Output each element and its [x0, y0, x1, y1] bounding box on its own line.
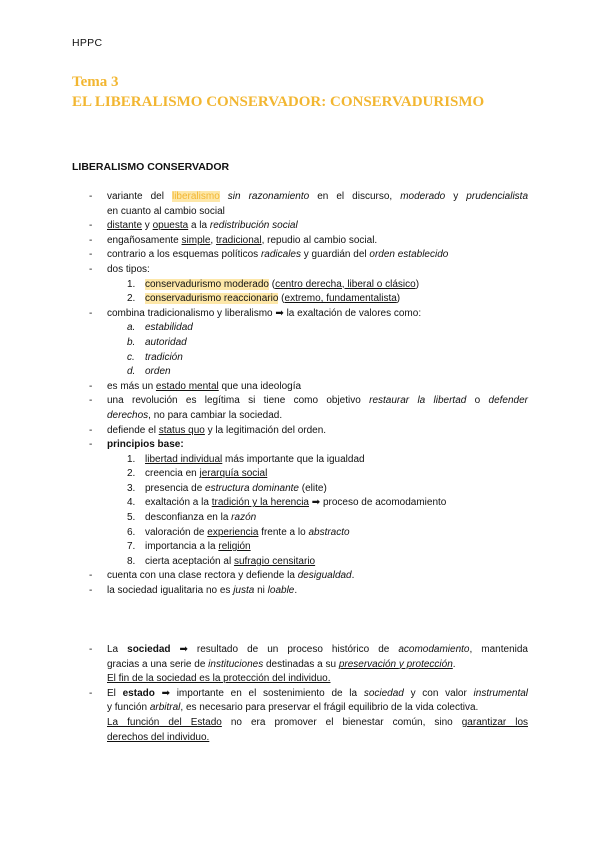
text-span: -: [89, 585, 93, 597]
text-span: , mantenida: [469, 644, 528, 655]
text-span: El fin de la sociedad es la protección del individuo.: [107, 673, 331, 685]
sublist-item: [0, 292, 600, 307]
text-span: importancia a la: [145, 541, 219, 553]
text-span: cierta aceptación al: [145, 555, 234, 567]
text-span: conservadurismo moderado: [145, 278, 269, 290]
secondary-bullet-list: [0, 643, 600, 745]
sublist-item: [0, 365, 600, 380]
text-span: no era promover el bienestar común, sino: [221, 716, 462, 728]
text-span: La función del Estado: [107, 716, 222, 728]
text-span: estructura dominante: [205, 482, 299, 494]
list-item: [0, 234, 600, 249]
list-item: [0, 219, 600, 234]
text-span: proceso de acomodamiento: [320, 497, 447, 509]
header-tag: HPPC: [72, 37, 103, 49]
text-span: instituciones: [208, 658, 264, 670]
text-span: (: [268, 278, 276, 290]
text-span: 3.: [127, 482, 136, 494]
text-span: simple: [181, 234, 211, 246]
text-span: y la legitimación del orden.: [204, 424, 327, 436]
text-span: sociedad: [363, 687, 404, 699]
text-span: El: [107, 687, 123, 699]
text-span: orden establecido: [369, 249, 449, 261]
text-span: ,: [210, 234, 216, 246]
text-span: loable: [267, 585, 295, 597]
text-span: b.: [127, 336, 136, 348]
text-span: .: [294, 585, 298, 597]
text-span: distante: [107, 220, 143, 232]
text-span: .: [452, 658, 456, 670]
text-span: en el discurso,: [309, 191, 401, 202]
list-item: [0, 190, 600, 219]
text-span: 5.: [127, 512, 136, 524]
text-span: tradición y la herencia: [211, 497, 309, 509]
text-span: instrumental: [473, 687, 529, 699]
text-span: 2.: [127, 468, 136, 480]
text-span: o: [466, 395, 489, 407]
text-span: estabilidad: [145, 322, 193, 334]
text-span: -: [89, 263, 93, 275]
text-span: razón: [231, 512, 257, 524]
text-span: 2.: [127, 293, 136, 305]
text-span: prudencialista: [466, 191, 529, 202]
text-span: una revolución es legítima si tiene como objetivo: [107, 395, 370, 407]
text-span: autoridad: [145, 336, 187, 348]
text-span: en cuanto al cambio social: [107, 205, 225, 217]
sublist-item: [0, 540, 600, 555]
text-span: status quo: [158, 424, 205, 436]
text-span: [220, 191, 228, 202]
bullet-dash: -: [89, 191, 93, 202]
text-span: acomodamiento: [398, 644, 470, 655]
text-span: jerarquía social: [199, 468, 268, 480]
sublist-item: [0, 336, 600, 351]
text-span: derechos del individuo.: [107, 731, 210, 743]
text-span: derechos: [107, 409, 149, 421]
text-span: centro derecha, liberal o clásico: [275, 278, 416, 290]
text-span: presencia de: [145, 482, 206, 494]
text-span: redistribución social: [209, 220, 298, 232]
text-span: 4.: [127, 497, 136, 509]
text-span: frente a lo: [258, 526, 309, 538]
sublist-item: [0, 482, 600, 497]
text-span: sin razonamiento: [227, 191, 310, 202]
list-item: [0, 307, 600, 322]
text-span: defender: [488, 395, 529, 407]
text-span: d.: [127, 366, 136, 378]
list-item: [0, 248, 600, 263]
text-span: estado mental: [155, 380, 219, 392]
text-span: 1.: [127, 453, 136, 465]
text-span: exaltación a la: [145, 497, 212, 509]
text-span: a la: [188, 220, 210, 232]
text-span: La: [107, 644, 128, 655]
list-item: [0, 584, 600, 599]
text-span: libertad individual: [145, 453, 223, 465]
text-span: .: [351, 570, 355, 582]
list-item: [0, 394, 600, 423]
text-span: gracias a una serie de: [107, 658, 209, 670]
text-span: -: [89, 644, 93, 655]
sublist-item: [0, 453, 600, 468]
text-span: -: [89, 380, 93, 392]
text-span: desconfianza en la: [145, 512, 232, 524]
text-span: ni: [254, 585, 268, 597]
text-span: experiencia: [207, 526, 259, 538]
text-span: cuenta con una clase rectora y defiende la: [107, 570, 298, 582]
text-span: (: [278, 293, 285, 305]
text-span: sociedad: [127, 644, 171, 655]
text-span: -: [89, 570, 93, 582]
list-item: [0, 380, 600, 395]
text-span: y guardián del: [301, 249, 370, 261]
list-item: [0, 569, 600, 584]
text-span: sufragio censitario: [233, 555, 316, 567]
list-item: [0, 687, 600, 745]
text-span: principios base:: [107, 439, 184, 451]
text-span: la exaltación de valores como:: [283, 307, 422, 319]
text-span: a.: [127, 322, 136, 334]
sublist-item: [0, 278, 600, 293]
text-span: 1.: [127, 278, 136, 290]
text-span: resultado de un proceso histórico de: [187, 644, 399, 655]
text-span: , es necesario para preservar el frágil equilibrio de la vida colectiva.: [180, 702, 479, 714]
arrow-icon: ➡: [161, 687, 170, 699]
text-span: desigualdad: [297, 570, 352, 582]
list-item: [0, 643, 600, 687]
text-span: y: [445, 191, 467, 202]
sublist-item: [0, 467, 600, 482]
text-span: , repudio al cambio social.: [261, 234, 378, 246]
text-span: -: [89, 424, 93, 436]
sublist-item: [0, 351, 600, 366]
text-span: arbitral: [149, 702, 181, 714]
main-bullet-list: [0, 190, 600, 599]
text-span: dos tipos:: [107, 263, 150, 275]
text-span: , no para cambiar la sociedad.: [148, 409, 283, 421]
page-title: EL LIBERALISMO CONSERVADOR: CONSERVADURISMO: [72, 94, 485, 110]
text-span: conservadurismo reaccionario: [145, 293, 279, 305]
text-span: -: [89, 439, 93, 451]
text-span: 6.: [127, 526, 136, 538]
sublist-item: [0, 526, 600, 541]
text-span: -: [89, 307, 93, 319]
text-span: -: [89, 249, 93, 261]
sublist-item: [0, 321, 600, 336]
text-span: que una ideología: [218, 380, 302, 392]
text-span: abstracto: [308, 526, 350, 538]
sublist-item: [0, 496, 600, 511]
text-span: -: [89, 220, 93, 232]
text-span: -: [89, 395, 93, 407]
text-span: ): [396, 293, 401, 305]
text-span: ): [415, 278, 420, 290]
text-span: moderado: [400, 191, 446, 202]
sublist-item: [0, 555, 600, 570]
text-span: justa: [233, 585, 255, 597]
text-span: religión: [218, 541, 251, 553]
text-span: y con valor: [403, 687, 474, 699]
text-span: engañosamente: [107, 234, 182, 246]
arrow-icon: ➡: [275, 307, 284, 319]
text-span: combina tradicionalismo y liberalismo: [107, 307, 276, 319]
text-span: ➡: [311, 497, 321, 509]
text-span: creencia en: [145, 468, 200, 480]
text-span: defiende el: [107, 424, 159, 436]
text-span: importante en el sostenimiento de la: [169, 687, 364, 699]
text-span: radicales: [260, 249, 301, 261]
text-span: la sociedad igualitaria no es: [107, 585, 234, 597]
text-span: más importante que la igualdad: [222, 453, 365, 465]
text-span: c.: [127, 351, 135, 363]
sublist-item: [0, 511, 600, 526]
text-span: destinadas a su: [263, 658, 339, 670]
list-item: [0, 424, 600, 439]
text-span: opuesta: [152, 220, 189, 232]
list-item: [0, 438, 600, 453]
section-heading: LIBERALISMO CONSERVADOR: [72, 161, 230, 173]
text-span: es más un: [107, 380, 156, 392]
text-span: y función: [107, 702, 150, 714]
text-span: preservación y protección: [338, 658, 453, 670]
text-span: 7.: [127, 541, 136, 553]
text-span: contrario a los esquemas políticos: [107, 249, 261, 261]
topic-number: Tema 3: [72, 74, 119, 90]
text-span: garantizar los: [461, 716, 529, 728]
text-span: tradicional: [215, 234, 262, 246]
text-span: (elite): [299, 482, 327, 494]
text-span: -: [89, 687, 93, 699]
text-span: valoración de: [145, 526, 208, 538]
text-span: tradición: [145, 351, 183, 363]
text-span: estado: [122, 687, 155, 699]
text-span: variante del: [107, 191, 172, 202]
text-span: -: [89, 234, 93, 246]
text-span: orden: [145, 366, 171, 378]
text-span: y: [142, 220, 153, 232]
list-item: [0, 263, 600, 278]
text-span: restaurar la libertad: [369, 395, 467, 407]
text-span: 8.: [127, 555, 136, 567]
text-span: liberalismo: [171, 191, 220, 202]
text-span: extremo, fundamentalista: [284, 293, 397, 305]
arrow-icon: ➡: [179, 644, 188, 655]
